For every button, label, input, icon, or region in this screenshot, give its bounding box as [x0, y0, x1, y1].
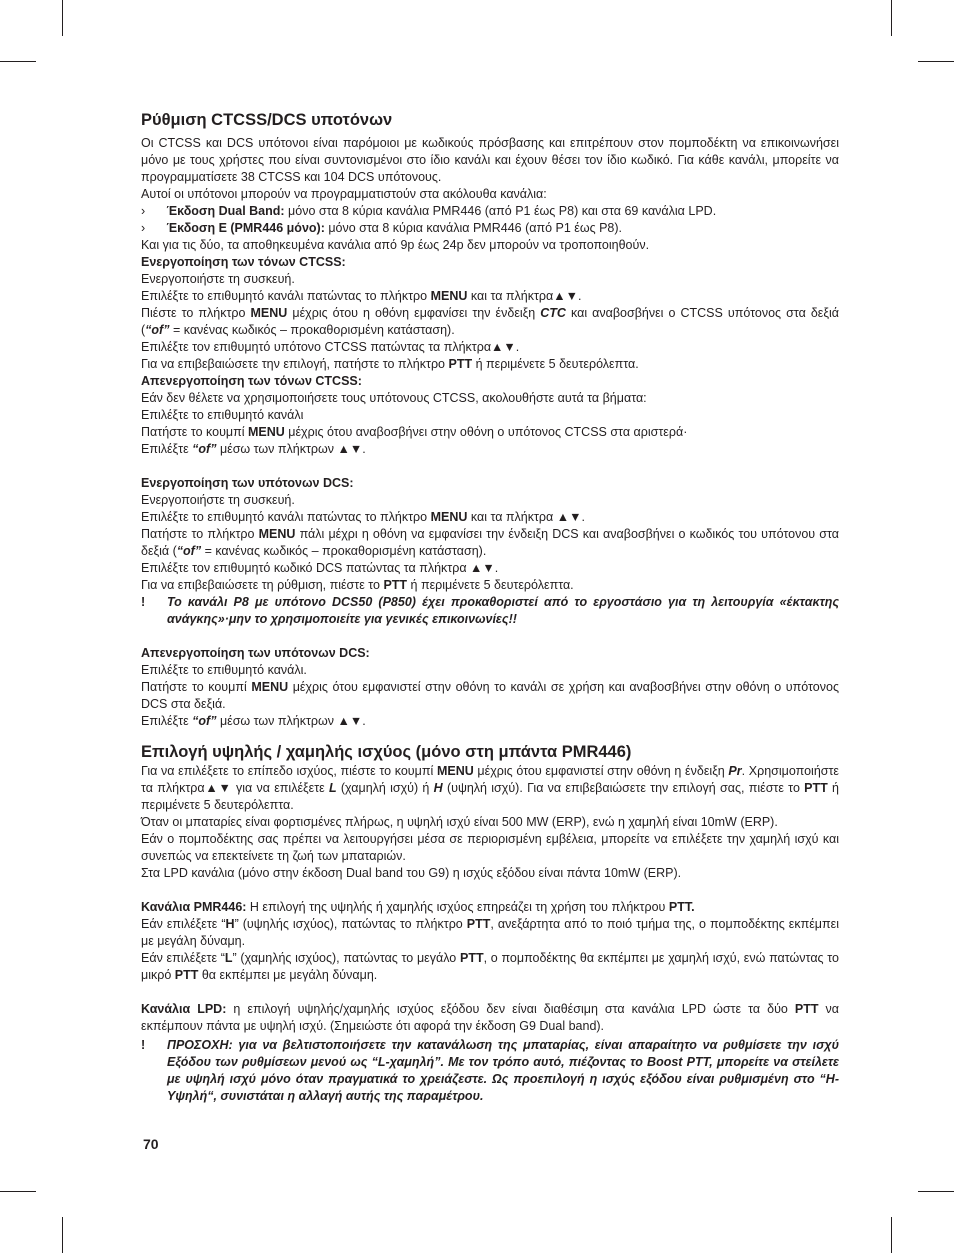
- crop-mark: [62, 0, 63, 36]
- text-line: Επιλέξτε το επιθυμητό κανάλι πατώντας το πλήκτρο MENU και τα πλήκτρα ▲▼.: [141, 509, 585, 524]
- text-line: Επιλέξτε “of” μέσω των πλήκτρων ▲▼.: [141, 441, 366, 456]
- list-item: [141, 220, 839, 237]
- intro-paragraph: Οι CTCSS και DCS υπότονοι είναι παρόμοιοι με κωδικούς πρόσβασης και επιτρέπουν στον πομποδέκτη να επικοινωνήσει μόνο με τους χρήστες που είναι συντονισμένοι στο ίδιο κανάλι και έχουν θέσει τον ίδιο κωδικό. Για κάθε κανάλι, μπορείτε να προγραμματίσετε 38 CTCSS και 104 DCS υπότονους.: [141, 135, 839, 184]
- crop-mark: [891, 0, 892, 36]
- bullet-label: Έκδοση E (PMR446 μόνο):: [166, 220, 325, 235]
- section-title-ctcss-dcs: Ρύθμιση CTCSS/DCS υποτόνων: [141, 111, 393, 129]
- text-line: Για να επιβεβαιώσετε τη ρύθμιση, πιέστε το PTT ή περιμένετε 5 δευτερόλεπτα.: [141, 577, 574, 592]
- crop-mark: [0, 61, 36, 62]
- bullet-mark: ›: [141, 203, 146, 218]
- bullet-mark: ›: [141, 220, 146, 235]
- subheading-ctcss-off: Απενεργοποίηση των τόνων CTCSS:: [141, 373, 362, 388]
- subheading-dcs-off: Απενεργοποίηση των υπότονων DCS:: [141, 645, 370, 660]
- subheading-dcs-on: Ενεργοποίηση των υπότονων DCS:: [141, 475, 354, 490]
- text-line: Επιλέξτε το επιθυμητό κανάλι.: [141, 662, 307, 677]
- text-line: Επιλέξτε τον επιθυμητό υπότονο CTCSS πατώντας τα πλήκτρα▲▼.: [141, 339, 520, 354]
- crop-mark: [62, 1217, 63, 1253]
- crop-mark: [0, 1191, 36, 1192]
- note-paragraph: Και για τις δύο, τα αποθηκευμένα κανάλια από 9p έως 24p δεν μπορούν να τροποποιηθούν.: [141, 237, 650, 252]
- text-line: Επιλέξτε το επιθυμητό κανάλι: [141, 407, 304, 422]
- text-paragraph: Κανάλια PMR446: Η επιλογή της υψηλής ή χαμηλής ισχύος επηρεάζει τη χρήση του πλήκτρου PTT.: [141, 899, 695, 914]
- text-line: Πατήστε το πλήκτρο MENU πάλι μέχρι η οθόνη να εμφανίσει την ένδειξη DCS και αναβοσβήνει ο κωδικός του υπότονου στα δεξιά (“of” = κανένας κωδικός – προκαθορισμένη κατάσταση).: [141, 526, 839, 558]
- text-paragraph: Στα LPD κανάλια (μόνο στην έκδοση Dual band του G9) η ισχύς εξόδου είναι πάντα 10mW (ERP).: [141, 865, 682, 880]
- text-line: Πιέστε το πλήκτρο MENU μέχρις ότου η οθόνη εμφανίσει την ένδειξη CTC και αναβοσβήνει ο CTCSS υπότονος στα δεξιά (“of” = κανένας κωδικός – προκαθορισμένη κατάσταση).: [141, 305, 839, 337]
- crop-mark: [918, 61, 954, 62]
- warning-icon: !: [141, 594, 146, 609]
- page-content: [141, 111, 839, 1105]
- text-line: Πατήστε το κουμπί MENU μέχρις ότου εμφανιστεί στην οθόνη το κανάλι σε χρήση και αναβοσβήνει στην οθόνη ο υπότονος DCS στα δεξιά.: [141, 679, 839, 711]
- subheading-ctcss-on: Ενεργοποίηση των τόνων CTCSS:: [141, 254, 346, 269]
- bullet-label: Έκδοση Dual Band:: [166, 203, 285, 218]
- text-paragraph: Όταν οι μπαταρίες είναι φορτισμένες πλήρως, η υψηλή ισχύ είναι 500 MW (ERP), ενώ η χαμηλή είναι 10mW (ERP).: [141, 814, 778, 829]
- text-paragraph: Εάν ο πομποδέκτης σας πρέπει να λειτουργήσει μέσα σε περιορισμένη εμβέλεια, μπορείτε να επιλέξετε την χαμηλή ισχύ και συνεπώς να επεκτείνετε τη ζωή των μπαταριών.: [141, 831, 839, 863]
- text-paragraph: Κανάλια LPD: η επιλογή υψηλής/χαμηλής ισχύος εξόδου δεν είναι διαθέσιμη στα κανάλια LPD ώστε τα δύο PTT να εκπέμπουν πάντα με υψηλή ισχύ. (Σημειώστε ότι αφορά την έκδοση G9 Dual band).: [141, 1001, 840, 1033]
- list-item: [141, 203, 839, 220]
- warning-icon: !: [141, 1037, 146, 1052]
- warning-note: [141, 1037, 839, 1105]
- intro-channels: Αυτοί οι υπότονοι μπορούν να προγραμματιστούν στα ακόλουθα κανάλια:: [141, 186, 547, 201]
- warning-text: Το κανάλι P8 με υπότονο DCS50 (P850) έχει προκαθοριστεί από το εργοστάσιο για τη λειτουργία «έκτακτης ανάγκης»·μην το χρησιμοποιείτε για γενικές επικοινωνίες!!: [167, 594, 839, 626]
- text-line: Ενεργοποιήστε τη συσκευή.: [141, 492, 295, 507]
- bullet-text: μόνο στα 8 κύρια κανάλια PMR446 (από P1 έως P8).: [324, 220, 623, 235]
- bullet-text: μόνο στα 8 κύρια κανάλια PMR446 (από P1 έως P8) και στα 69 κανάλια LPD.: [284, 203, 717, 218]
- text-paragraph: Εάν επιλέξετε “L” (χαμηλής ισχύος), πατώντας το μεγάλο PTT, ο πομποδέκτης θα εκπέμπει με χαμηλή ισχύ, ενώ πατώντας το μικρό PTT θα εκπέμπει με μεγάλη δύναμη.: [141, 950, 840, 982]
- text-line: Ενεργοποιήστε τη συσκευή.: [141, 271, 295, 286]
- crop-mark: [918, 1191, 954, 1192]
- warning-text: ΠΡΟΣΟΧΗ: για να βελτιστοποιήσετε την κατανάλωση της μπαταρίας, είναι απαραίτητο να ρυθμίσετε την ισχύ Εξόδου των ρυθμίσεων μενού ως “L-χαμηλή”. Με τον τρόπο αυτό, πιέζοντας το Boost PTT, μπορείτε να στείλετε με υψηλή ισχύ μόνο όταν πραγματικά το χρειάζεστε. Ως προεπιλογή η ισχύς εξόδου είναι ρυθμισμένη στο “H-Υψηλή“, συνιστάται η αλλαγή αυτής της παραμέτρου.: [167, 1037, 839, 1103]
- text-paragraph: Για να επιλέξετε το επίπεδο ισχύος, πιέστε το κουμπί MENU μέχρις ότου εμφανιστεί στην οθόνη η ένδειξη Pr. Χρησιμοποιήστε τα πλήκτρα▲▼ για να επιλέξετε L (χαμηλή ισχύ) ή H (υψηλή ισχύ). Για να επιβεβαιώσετε την επιλογή σας, πιέστε το PTT ή περιμένετε 5 δευτερόλεπτα.: [141, 763, 839, 812]
- text-line: Επιλέξτε “of” μέσω των πλήκτρων ▲▼.: [141, 713, 366, 728]
- text-line: Πατήστε το κουμπί MENU μέχρις ότου αναβοσβήνει στην οθόνη ο υπότονος CTCSS στα αριστερά·: [141, 424, 688, 439]
- text-line: Για να επιβεβαιώσετε την επιλογή, πατήστε το πλήκτρο PTT ή περιμένετε 5 δευτερόλεπτα.: [141, 356, 639, 371]
- text-line: Επιλέξτε τον επιθυμητό κωδικό DCS πατώντας τα πλήκτρα ▲▼.: [141, 560, 499, 575]
- warning-note: [141, 594, 839, 628]
- text-line: Επιλέξτε το επιθυμητό κανάλι πατώντας το πλήκτρο MENU και τα πλήκτρα▲▼.: [141, 288, 582, 303]
- section-title-power: Επιλογή υψηλής / χαμηλής ισχύος (μόνο στη μπάντα PMR446): [141, 742, 632, 761]
- text-line: Εάν δεν θέλετε να χρησιμοποιήσετε τους υπότονους CTCSS, ακολουθήστε αυτά τα βήματα:: [141, 390, 647, 405]
- crop-mark: [891, 1217, 892, 1253]
- page-number: 70: [143, 1136, 159, 1152]
- text-paragraph: Εάν επιλέξετε “H” (υψηλής ισχύος), πατώντας το πλήκτρο PTT, ανεξάρτητα από το ποιό τμήμα της, ο πομποδέκτης εκπέμπει με μεγάλη δύναμη.: [141, 916, 839, 948]
